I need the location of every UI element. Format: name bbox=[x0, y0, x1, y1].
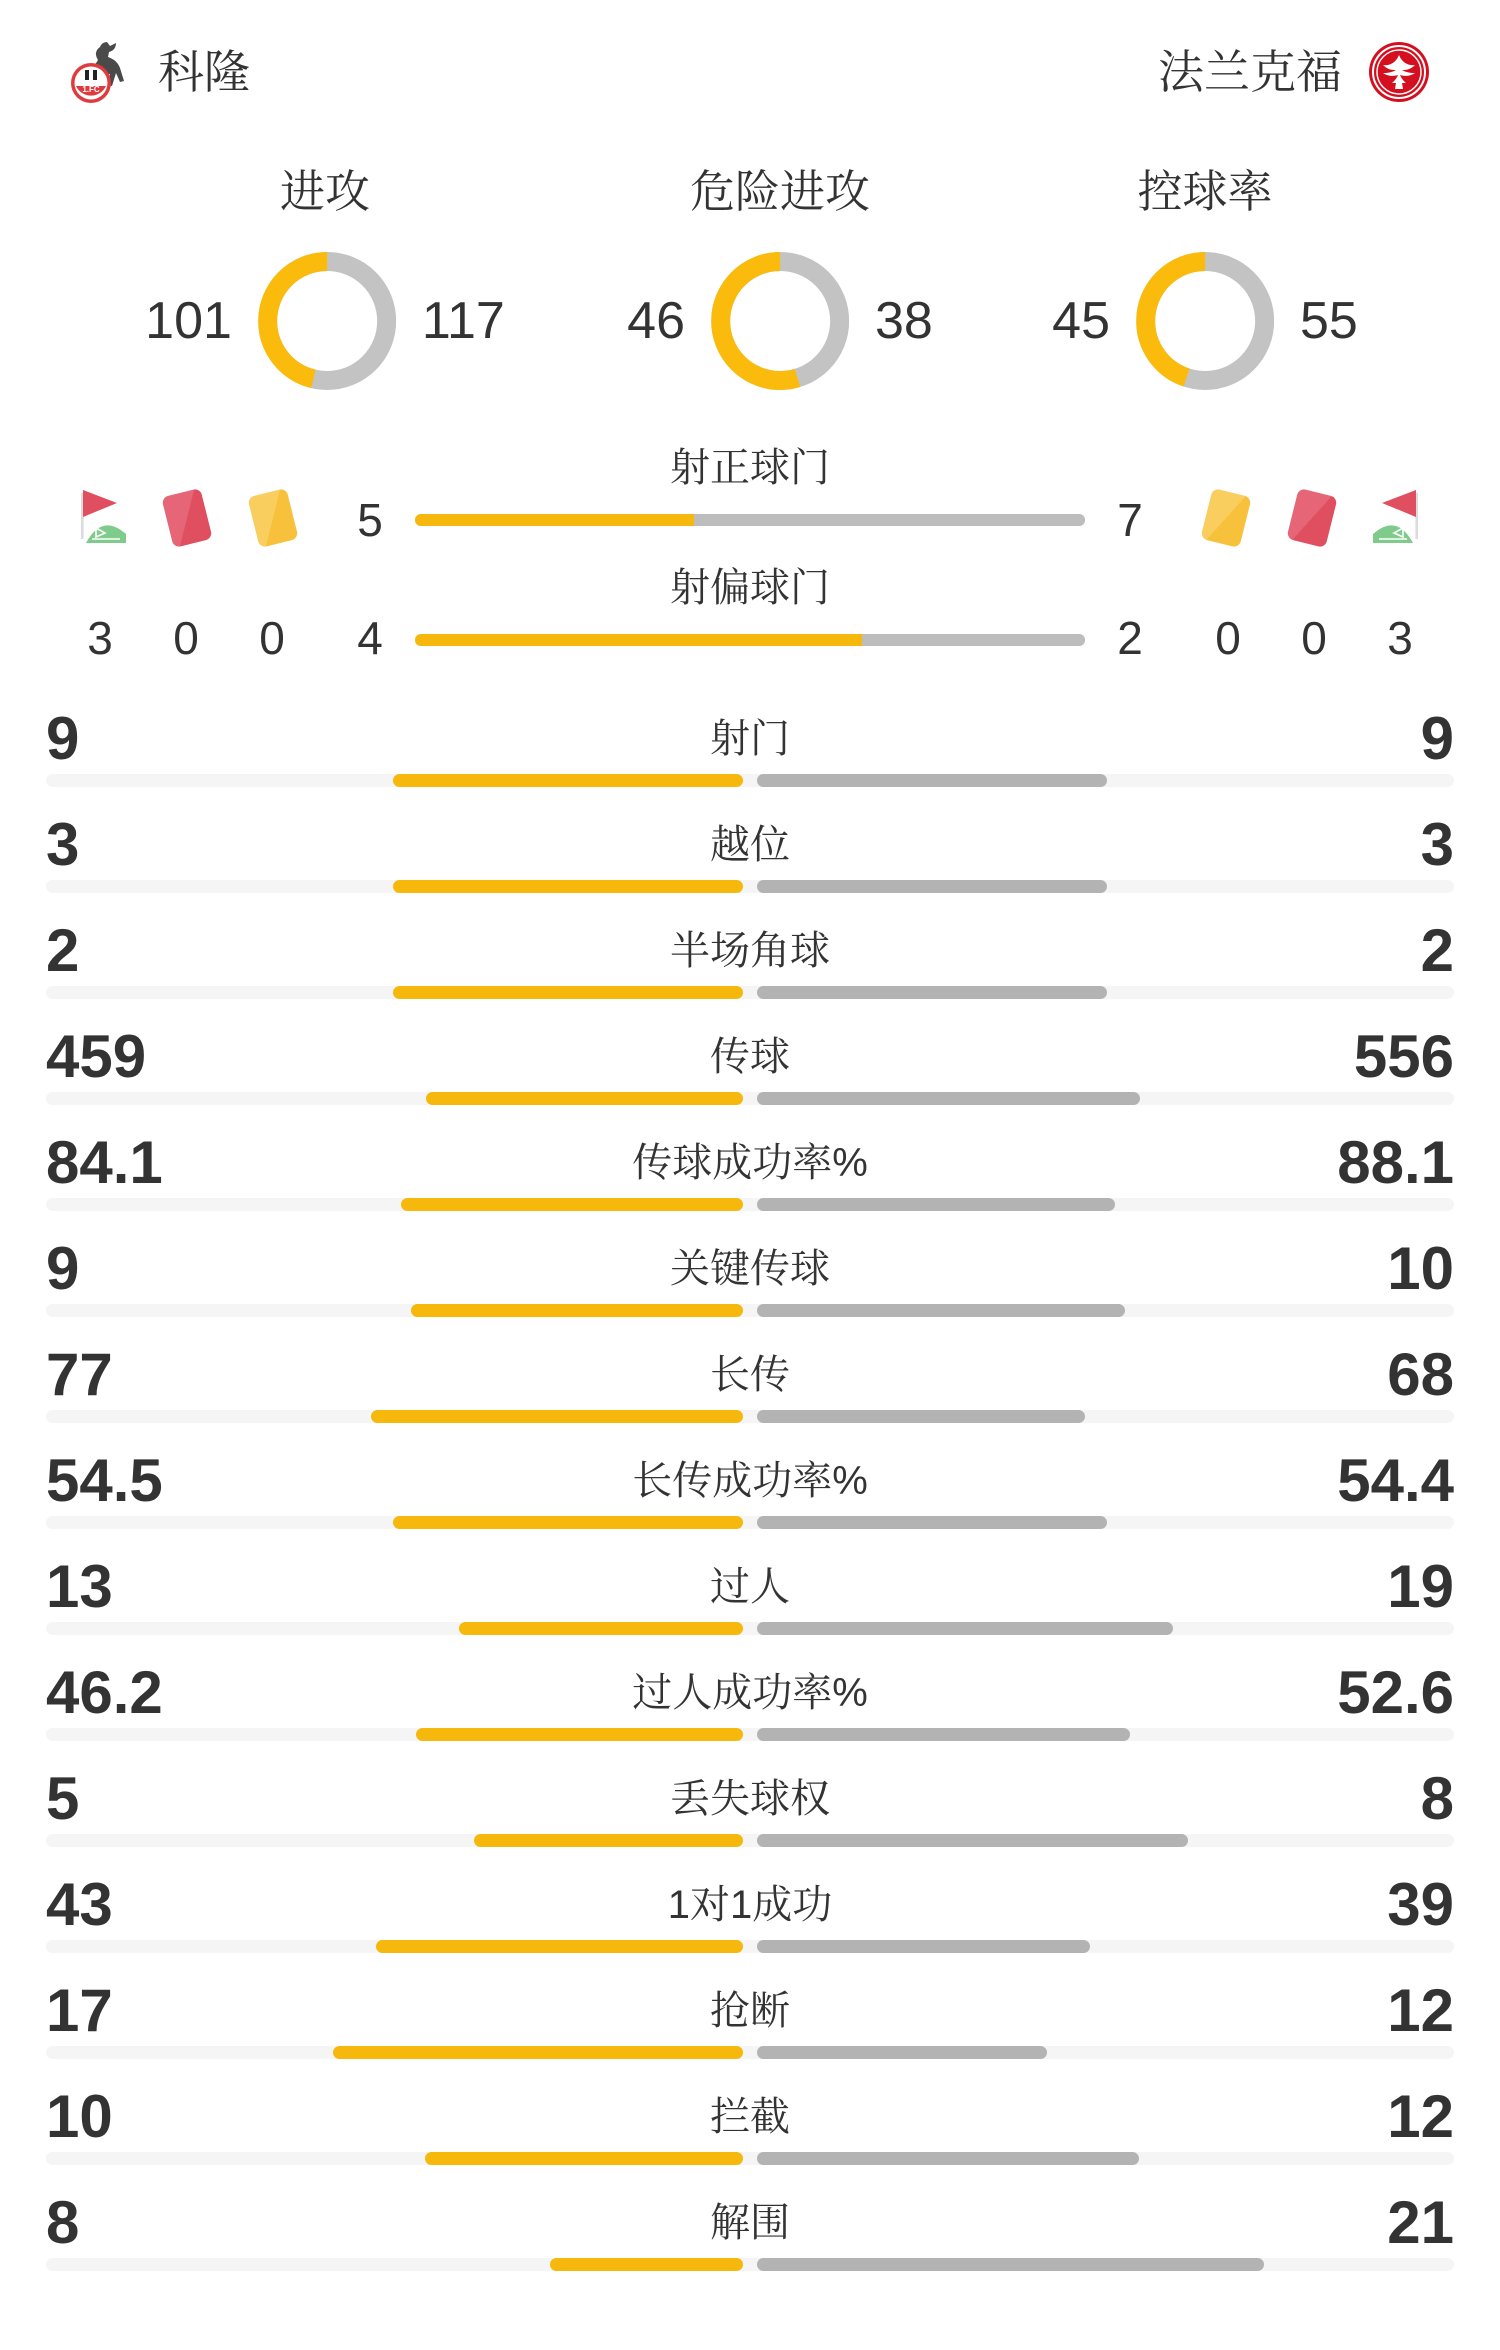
stat-away-value: 39 bbox=[1387, 1871, 1454, 1938]
home-team-name: 科隆 bbox=[158, 46, 250, 98]
stat-row bbox=[0, 899, 1500, 1005]
yellow-card-icon bbox=[1200, 488, 1251, 548]
donut-away-value: 117 bbox=[421, 292, 505, 350]
stat-bar-away bbox=[757, 2258, 1264, 2271]
stat-bar-track bbox=[46, 2046, 1454, 2059]
stat-bar-home bbox=[371, 1410, 743, 1423]
stat-home-value: 9 bbox=[46, 705, 80, 772]
stat-away-value: 10 bbox=[1387, 1235, 1454, 1302]
donut-ring bbox=[1136, 252, 1274, 390]
stat-bar-track bbox=[46, 2152, 1454, 2165]
red-card-icon bbox=[161, 488, 212, 548]
stat-away-value: 3 bbox=[1420, 811, 1454, 878]
stat-bar-away bbox=[757, 1622, 1173, 1635]
shots-on-target-bar-home bbox=[415, 514, 694, 526]
stat-bar-away bbox=[757, 1092, 1140, 1105]
stat-home-value: 17 bbox=[46, 1977, 113, 2044]
stat-bar-home bbox=[393, 1516, 743, 1529]
stat-row bbox=[0, 1429, 1500, 1535]
stat-bar-away bbox=[757, 986, 1107, 999]
stat-bar-home bbox=[425, 2152, 743, 2165]
stat-home-value: 459 bbox=[46, 1023, 147, 1090]
shots-on-target-away-value: 7 bbox=[1117, 494, 1143, 546]
donut-home-value: 101 bbox=[145, 292, 232, 350]
donut-title: 控球率 bbox=[1137, 166, 1273, 217]
home-red-cards-count: 0 bbox=[173, 612, 199, 664]
stat-row bbox=[0, 2171, 1500, 2277]
stat-away-value: 556 bbox=[1353, 1023, 1454, 1090]
stat-bar-away bbox=[757, 880, 1107, 893]
stat-away-value: 12 bbox=[1387, 1977, 1454, 2044]
corner-flag-icon bbox=[1371, 487, 1425, 545]
donut-home-value: 45 bbox=[1052, 292, 1110, 350]
donut-ring bbox=[258, 252, 396, 390]
stat-away-value: 19 bbox=[1387, 1553, 1454, 1620]
corner-flag-icon bbox=[74, 487, 128, 545]
stat-row bbox=[0, 1111, 1500, 1217]
stat-bar-away bbox=[757, 1410, 1085, 1423]
stat-bar-away bbox=[757, 774, 1107, 787]
stat-label: 长传 bbox=[710, 1353, 790, 1397]
stat-bar-home bbox=[333, 2046, 743, 2059]
shots-on-target-label: 射正球门 bbox=[670, 446, 830, 490]
stat-row bbox=[0, 1853, 1500, 1959]
donut-home-value: 46 bbox=[627, 292, 685, 350]
stat-bar-away bbox=[757, 2152, 1139, 2165]
yellow-card-icon bbox=[247, 488, 298, 548]
shots-off-target-bar bbox=[415, 634, 1085, 646]
donut-chart bbox=[1052, 168, 1358, 390]
shots-on-target-bar bbox=[415, 514, 1085, 526]
stat-bar-away bbox=[757, 1940, 1090, 1953]
stat-row bbox=[0, 793, 1500, 899]
stat-label: 半场角球 bbox=[670, 929, 830, 973]
red-card-icon bbox=[1286, 488, 1337, 548]
stat-away-value: 68 bbox=[1387, 1341, 1454, 1408]
stat-bar-home bbox=[376, 1940, 743, 1953]
shots-off-target-label: 射偏球门 bbox=[670, 566, 830, 610]
stat-home-value: 2 bbox=[46, 917, 80, 984]
stat-bar-track bbox=[46, 1516, 1454, 1529]
shots-on-target-home-value: 5 bbox=[357, 494, 383, 546]
stat-home-value: 46.2 bbox=[46, 1659, 163, 1726]
stat-row bbox=[0, 1747, 1500, 1853]
stat-bar-track bbox=[46, 774, 1454, 787]
stat-home-value: 13 bbox=[46, 1553, 113, 1620]
donut-title: 进攻 bbox=[279, 166, 371, 217]
stat-label: 丢失球权 bbox=[670, 1777, 830, 1821]
stat-row bbox=[0, 1641, 1500, 1747]
stat-home-value: 10 bbox=[46, 2083, 113, 2150]
stat-row bbox=[0, 1217, 1500, 1323]
stat-label: 关键传球 bbox=[670, 1247, 830, 1291]
donut-title: 危险进攻 bbox=[689, 166, 870, 217]
stat-label: 1对1成功 bbox=[667, 1883, 833, 1927]
stat-away-value: 9 bbox=[1420, 705, 1454, 772]
stat-bar-home bbox=[393, 880, 743, 893]
away-corners-count: 3 bbox=[1387, 612, 1413, 664]
stat-home-value: 5 bbox=[46, 1765, 80, 1832]
stat-bar-track bbox=[46, 1728, 1454, 1741]
stat-bar-away bbox=[757, 1834, 1188, 1847]
stat-away-value: 2 bbox=[1420, 917, 1454, 984]
stat-bar-away bbox=[757, 2046, 1047, 2059]
stat-row bbox=[0, 2065, 1500, 2171]
stat-bar-home bbox=[393, 986, 743, 999]
donut-ring bbox=[711, 252, 849, 390]
stat-bar-home bbox=[393, 774, 743, 787]
home-team bbox=[70, 40, 250, 104]
away-yellow-cards-count: 0 bbox=[1215, 612, 1241, 664]
donut-away-value: 38 bbox=[875, 292, 933, 350]
stat-bar-track bbox=[46, 1622, 1454, 1635]
stat-row bbox=[0, 1959, 1500, 2065]
stat-row bbox=[0, 687, 1500, 793]
stat-label: 过人成功率% bbox=[632, 1671, 868, 1715]
donut-chart bbox=[627, 168, 933, 390]
stat-row bbox=[0, 1323, 1500, 1429]
away-team-logo bbox=[1368, 40, 1430, 104]
stat-bar-track bbox=[46, 1410, 1454, 1423]
stat-home-value: 8 bbox=[46, 2189, 80, 2256]
stat-bar-away bbox=[757, 1198, 1115, 1211]
stat-bar-home bbox=[411, 1304, 743, 1317]
stat-bar-home bbox=[401, 1198, 743, 1211]
shots-off-target-away-value: 2 bbox=[1117, 612, 1143, 664]
stat-bar-home bbox=[416, 1728, 743, 1741]
stat-bar-track bbox=[46, 2258, 1454, 2271]
home-corners-count: 3 bbox=[87, 612, 113, 664]
stat-label: 过人 bbox=[710, 1565, 790, 1609]
stat-away-value: 8 bbox=[1420, 1765, 1454, 1832]
stat-bar-home bbox=[550, 2258, 743, 2271]
stat-row bbox=[0, 1535, 1500, 1641]
stat-bar-home bbox=[474, 1834, 743, 1847]
stat-list bbox=[0, 687, 1500, 2277]
stat-bar-track bbox=[46, 1834, 1454, 1847]
stat-bar-away bbox=[757, 1304, 1125, 1317]
stat-home-value: 3 bbox=[46, 811, 80, 878]
stat-label: 解围 bbox=[710, 2201, 790, 2245]
stat-label: 抢断 bbox=[710, 1989, 790, 2033]
stat-label: 射门 bbox=[710, 717, 790, 761]
shots-off-target-bar-away bbox=[862, 634, 1085, 646]
shots-on-target-bar-away bbox=[694, 514, 1085, 526]
stat-row bbox=[0, 1005, 1500, 1111]
stat-away-value: 54.4 bbox=[1337, 1447, 1454, 1514]
stat-bar-track bbox=[46, 1198, 1454, 1211]
stat-label: 越位 bbox=[710, 823, 790, 867]
away-team-name: 法兰克福 bbox=[1158, 46, 1342, 98]
shots-off-target-home-value: 4 bbox=[357, 612, 383, 664]
stat-away-value: 12 bbox=[1387, 2083, 1454, 2150]
stat-bar-away bbox=[757, 1516, 1107, 1529]
donut-chart bbox=[145, 168, 505, 390]
home-yellow-cards-count: 0 bbox=[259, 612, 285, 664]
stat-home-value: 84.1 bbox=[46, 1129, 163, 1196]
stat-label: 长传成功率% bbox=[632, 1459, 868, 1503]
stat-away-value: 21 bbox=[1387, 2189, 1454, 2256]
stat-bar-track bbox=[46, 986, 1454, 999]
away-red-cards-count: 0 bbox=[1301, 612, 1327, 664]
stat-home-value: 43 bbox=[46, 1871, 113, 1938]
stat-bar-track bbox=[46, 1940, 1454, 1953]
donut-away-value: 55 bbox=[1300, 292, 1358, 350]
stat-label: 传球成功率% bbox=[632, 1141, 868, 1185]
stat-bar-away bbox=[757, 1728, 1130, 1741]
stat-bar-home bbox=[426, 1092, 743, 1105]
away-team bbox=[1158, 40, 1430, 104]
stat-label: 拦截 bbox=[710, 2095, 790, 2139]
home-team-logo bbox=[70, 40, 132, 104]
stat-home-value: 54.5 bbox=[46, 1447, 163, 1514]
stat-bar-track bbox=[46, 1092, 1454, 1105]
svg-text:1.FC: 1.FC bbox=[82, 85, 100, 94]
stat-bar-home bbox=[459, 1622, 743, 1635]
stat-away-value: 88.1 bbox=[1337, 1129, 1454, 1196]
stat-bar-track bbox=[46, 880, 1454, 893]
stat-label: 传球 bbox=[710, 1035, 790, 1079]
stat-bar-track bbox=[46, 1304, 1454, 1317]
match-header bbox=[70, 40, 1430, 104]
stat-away-value: 52.6 bbox=[1337, 1659, 1454, 1726]
shots-off-target-bar-home bbox=[415, 634, 862, 646]
stat-home-value: 77 bbox=[46, 1341, 113, 1408]
stat-home-value: 9 bbox=[46, 1235, 80, 1302]
